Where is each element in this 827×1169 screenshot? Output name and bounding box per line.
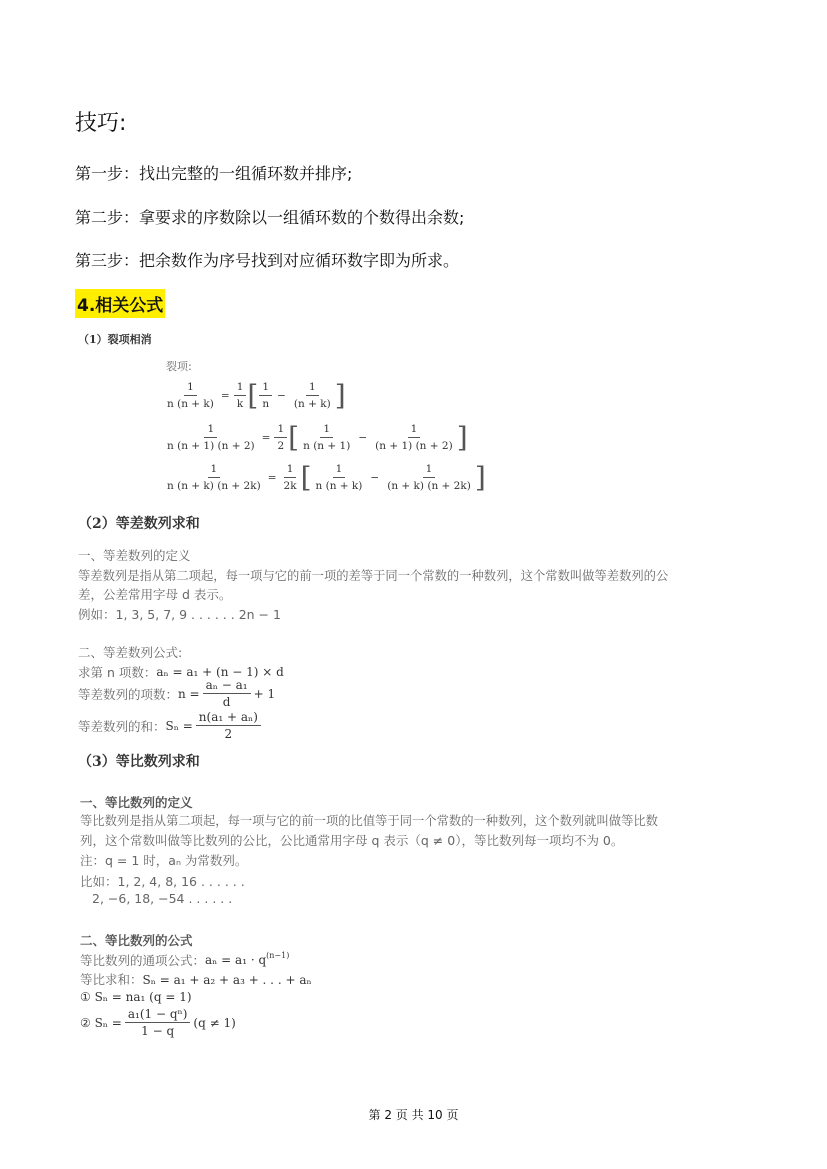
arith-def-title: 一、等差数列的定义 — [78, 548, 191, 563]
formula-split-3: $\frac{1}{n (n + k) (n + 2k)}$ = $\frac{1}{2k}$ [ $\frac{1}{n (n + k)}$ − $\frac{1}{(n + k) (n + 2k)}$ ] — [167, 460, 486, 494]
geo-example-1: 比如：1, 2, 4, 8, 16 . . . . . . — [80, 874, 245, 889]
geo-case-1: ① Sₙ = na₁ (q = 1) — [80, 990, 192, 1004]
geo-def-title: 一、等比数列的定义 — [80, 795, 193, 810]
step-1: 第一步：找出完整的一组循环数并排序; — [75, 164, 353, 183]
geo-general-term: 等比数列的通项公式： aₙ = a₁ · q $^{(n-1)}$ — [80, 950, 290, 968]
arith-count: 等差数列的项数： n = $\frac{\text{aₙ − a₁}}{d}$ + 1 — [78, 678, 276, 709]
geo-formula-title: 二、等比数列的公式 — [80, 933, 193, 948]
arith-def-line1: 等差数列是指从第二项起，每一项与它的前一项的差等于同一个常数的一种数列，这个常数叫做等差数列的公 — [78, 569, 669, 583]
part2-title: （2）等差数列求和 — [78, 516, 200, 532]
geo-sum: 等比求和：Sₙ = a₁ + a₂ + a₃ + . . . + aₙ — [80, 972, 312, 987]
part1-label: 裂项: — [166, 360, 192, 373]
geo-def-line2: 列，这个常数叫做等比数列的公比，公比通常用字母 q 表示（q ≠ 0），等比数列每一项均不为 0。 — [80, 833, 624, 848]
arith-def-line2: 差，公差常用字母 d 表示。 — [78, 587, 232, 602]
geo-def-line1: 等比数列是指从第二项起，每一项与它的前一项的比值等于同一个常数的一种数列，这个数列就叫做等比数 — [80, 814, 658, 828]
geo-example-2: 2, −6, 18, −54 . . . . . . — [92, 891, 233, 906]
page-footer: 第 2 页 共 10 页 — [368, 1108, 459, 1122]
geo-note: 注：q = 1 时，aₙ 为常数列。 — [80, 853, 248, 868]
geo-case-2: ② Sₙ = $\frac{\text{a₁(1 − qⁿ)}}{1 - q}$ (q ≠ 1) — [80, 1007, 236, 1038]
heading: 技巧: — [75, 111, 127, 136]
arith-sum: 等差数列的和： Sₙ = $\frac{\text{n(a₁ + aₙ)}}{2}$ — [78, 710, 261, 741]
arith-formula-title: 二、等差数列公式: — [78, 645, 183, 660]
part3-title: （3）等比数列求和 — [78, 754, 200, 770]
arith-example: 例如：1, 3, 5, 7, 9 . . . . . . 2n − 1 — [78, 607, 281, 622]
formula-split-1: $\frac{1}{n (n + k)}$ = $\frac{1}{k}$ [ $\frac{1}{n}$ − $\frac{1}{(n + k)}$ ] — [167, 378, 346, 412]
formula-split-2: $\frac{1}{n (n + 1) (n + 2)}$ = $\frac{1}{2}$ [ $\frac{1}{n (n + 1)}$ − $\frac{1}{(n + 1) (n + 2)}$ ] — [167, 420, 468, 454]
section-title: 4.相关公式 — [75, 289, 165, 318]
arith-nth-term: 求第 n 项数： aₙ = a₁ + (n − 1) × d — [78, 665, 284, 680]
step-3: 第三步：把余数作为序号找到对应循环数字即为所求。 — [75, 251, 460, 270]
part1-title: （1）裂项相消 — [78, 333, 152, 346]
step-2: 第二步：拿要求的序数除以一组循环数的个数得出余数; — [75, 208, 465, 227]
